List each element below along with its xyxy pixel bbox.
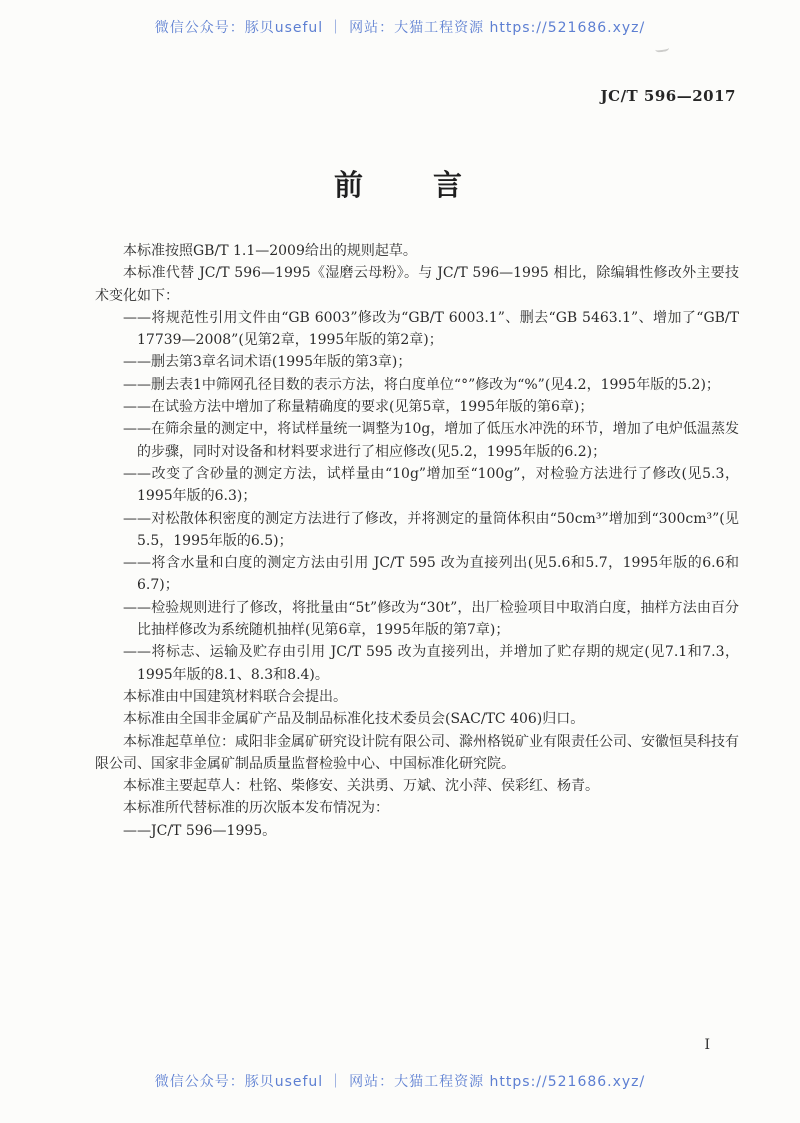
watermark-top: 微信公众号：豚贝useful ｜ 网站：大猫工程资源 https://521686.xyz/ <box>154 20 646 36</box>
change-list-item: ——改变了含砂量的测定方法，试样量由“10g”增加至“100g”，对检验方法进行了修改(见5.3，1995年版的6.3)； <box>123 465 739 505</box>
scan-artifact <box>655 43 670 53</box>
change-list-item: ——检验规则进行了修改，将批量由“5t”修改为“30t”，出厂检验项目中取消白度，抽样方法由百分比抽样修改为系统随机抽样(见第6章，1995年版的第7章)； <box>123 599 739 639</box>
foreword-paragraph: 本标准按照GB/T 1.1—2009给出的规则起草。 <box>123 243 417 259</box>
change-list-item: ——在筛余量的测定中，将试样量统一调整为10g，增加了低压水冲洗的环节，增加了电炉低温蒸发的步骤，同时对设备和材料要求进行了相应修改(见5.2，1995年版的6.2)； <box>123 421 739 460</box>
foreword-paragraph: 本标准代替 JC/T 596—1995《湿磨云母粉》。与 JC/T 596—1995 相比，除编辑性修改外主要技术变化如下： <box>95 265 739 304</box>
change-list-item: ——将规范性引用文件由“GB 6003”修改为“GB/T 6003.1”、删去“GB 5463.1”、增加了“GB/T 17739—2008”(见第2章，1995年版的第2章)； <box>123 309 739 349</box>
standard-number: JC/T 596—2017 <box>600 87 736 105</box>
change-list-item: ——删去第3章名词术语(1995年版的第3章)； <box>123 354 412 371</box>
watermark-bottom: 微信公众号：豚贝useful ｜ 网站：大猫工程资源 https://521686.xyz/ <box>154 1074 646 1090</box>
foreword-paragraph: 本标准由中国建筑材料联合会提出。 <box>123 688 347 705</box>
page-title: 前 言 <box>333 168 466 202</box>
change-list-item: ——将含水量和白度的测定方法由引用 JC/T 595 改为直接列出(见5.6和5.7，1995年版的6.6和6.7)； <box>123 555 739 594</box>
change-list-item: ——对松散体积密度的测定方法进行了修改，并将测定的量筒体积由“50cm³”增加到“300cm³”(见5.5，1995年版的6.5)； <box>123 510 739 549</box>
previous-edition-item: ——JC/T 596—1995。 <box>123 822 277 839</box>
foreword-paragraph: 本标准起草单位：咸阳非金属矿研究设计院有限公司、滁州格锐矿业有限责任公司、安徽恒昊科技有限公司、国家非金属矿制品质量监督检验中心、中国标准化研究院。 <box>95 733 739 772</box>
change-list-item: ——删去表1中筛网孔径目数的表示方法，将白度单位“°”修改为“%”(见4.2，1995年版的5.2)； <box>123 376 720 393</box>
foreword-body <box>95 240 739 842</box>
foreword-paragraph: 本标准所代替标准的历次版本发布情况为： <box>123 800 389 817</box>
change-list-item: ——在试验方法中增加了称量精确度的要求(见第5章，1995年版的第6章)； <box>123 399 594 416</box>
page-number: I <box>704 1037 710 1053</box>
foreword-paragraph: 本标准由全国非金属矿产品及制品标准化技术委员会(SAC/TC 406)归口。 <box>123 711 585 728</box>
change-list-item: ——将标志、运输及贮存由引用 JC/T 595 改为直接列出，并增加了贮存期的规定(见7.1和7.3，1995年版的8.1、8.3和8.4)。 <box>123 644 739 683</box>
foreword-paragraph: 本标准主要起草人：杜铭、柴修安、关洪勇、万斌、沈小萍、侯彩红、杨青。 <box>123 778 599 795</box>
